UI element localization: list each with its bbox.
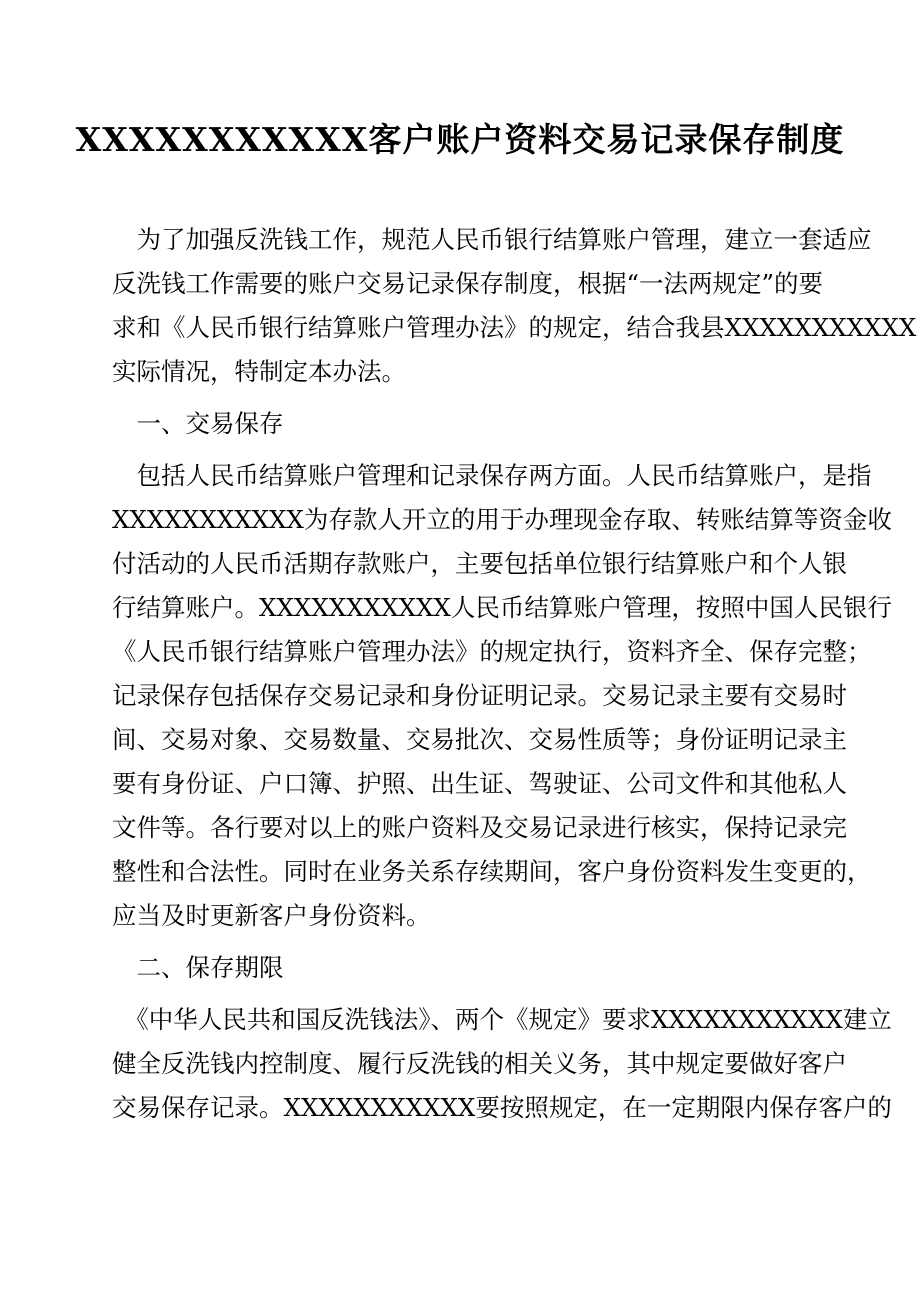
document-title: XXXXXXXXXXX客户账户资料交易记录保存制度	[75, 120, 845, 159]
paragraph-line: 应当及时更新客户身份资料。	[112, 901, 431, 930]
paragraph-line: 文件等。各行要对以上的账户资料及交易记录进行核实，保持记录完	[112, 813, 847, 842]
paragraph-line: XXXXXXXXXXX为存款人开立的用于办理现金存取、转账结算等资金收	[112, 505, 892, 534]
paragraph-line: 付活动的人民币活期存款账户，主要包括单位银行结算账户和个人银	[112, 549, 847, 578]
paragraph-line: 求和《人民币银行结算账户管理办法》的规定，结合我县XXXXXXXXXXX	[112, 313, 917, 342]
paragraph-line: 间、交易对象、交易数量、交易批次、交易性质等；身份证明记录主	[112, 725, 847, 754]
paragraph-line: 整性和合法性。同时在业务关系存续期间，客户身份资料发生变更的，	[112, 857, 872, 886]
paragraph-line: 交易保存记录。XXXXXXXXXXX要按照规定，在一定期限内保存客户的	[112, 1093, 892, 1122]
paragraph-line: 行结算账户。XXXXXXXXXXX人民币结算账户管理，按照中国人民银行	[112, 593, 892, 622]
paragraph-line: 《人民币银行结算账户管理办法》的规定执行，资料齐全、保存完整；	[112, 637, 872, 666]
paragraph-line: 要有身份证、户口簿、护照、出生证、驾驶证、公司文件和其他私人	[112, 769, 847, 798]
section-heading: 一、交易保存	[112, 409, 284, 438]
paragraph-line: 记录保存包括保存交易记录和身份证明记录。交易记录主要有交易时	[112, 681, 847, 710]
paragraph-line: 健全反洗钱内控制度、履行反洗钱的相关义务，其中规定要做好客户	[112, 1049, 847, 1078]
paragraph-line: 反洗钱工作需要的账户交易记录保存制度，根据“一法两规定”的要	[112, 269, 824, 298]
paragraph-line: 《中华人民共和国反洗钱法》、两个《规定》要求XXXXXXXXXXX建立	[112, 1005, 892, 1034]
document-body	[112, 218, 917, 1130]
paragraph-line: 为了加强反洗钱工作，规范人民币银行结算账户管理，建立一套适应	[112, 225, 872, 254]
section-heading: 二、保存期限	[112, 953, 284, 982]
paragraph-line: 实际情况，特制定本办法。	[112, 357, 406, 386]
paragraph-line: 包括人民币结算账户管理和记录保存两方面。人民币结算账户，是指	[112, 461, 872, 490]
